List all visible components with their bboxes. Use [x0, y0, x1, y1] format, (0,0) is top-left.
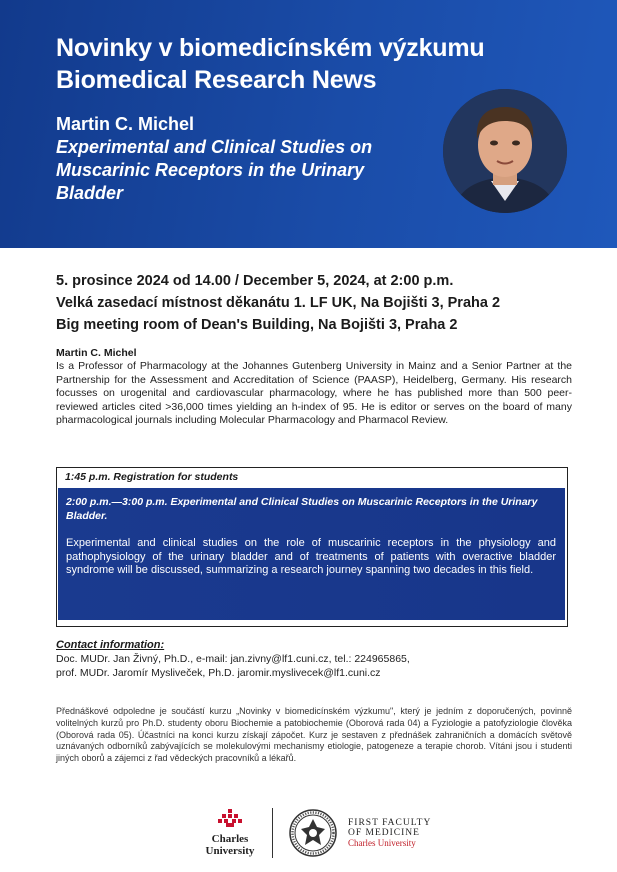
- faculty-line-1: FIRST FACULTY: [348, 818, 432, 828]
- faculty-line-3: Charles University: [348, 838, 416, 848]
- schedule-box: [56, 467, 568, 627]
- faculty-seal-icon: [289, 809, 337, 857]
- event-venue-en: Big meeting room of Dean's Building, Na Bojišti 3, Praha 2: [56, 317, 458, 333]
- talk-title: Experimental and Clinical Studies on Muscarinic Receptors in the Urinary Bladder: [56, 137, 373, 203]
- speaker-name: Martin C. Michel: [56, 114, 195, 134]
- series-title-cz: Novinky v biomedicínském výzkumu: [56, 34, 485, 62]
- contact-heading: Contact information:: [56, 639, 165, 651]
- cu-name-line-1: Charles: [211, 833, 249, 845]
- contact-line-2: prof. MUDr. Jaromír Mysliveček, Ph.D. jaromir.myslivecek@lf1.cuni.cz: [56, 666, 381, 679]
- header-banner: [0, 0, 617, 248]
- registration-time: 1:45 p.m. Registration for students: [65, 471, 239, 483]
- logo-divider: [272, 808, 273, 858]
- bio-text: Is a Professor of Pharmacology at the Johannes Gutenberg University in Mainz and a Senior Partner at the Partnership for the Assessment and Accreditation of Science (PAASP), Heidelberg, Germany. His research focusses on urogenital and cardiovascular pharmacology, where he has published more than 500 peer-reviewed articles cited >36,000 times yielding an h-index of 95. He is editor or serves on the board of many pharmacological journals including Molecular Pharmacology and Pharmacol Review.: [56, 360, 572, 426]
- event-details: [56, 270, 576, 336]
- faculty-line-2: OF MEDICINE: [348, 828, 420, 838]
- bio-name: Martin C. Michel: [56, 347, 137, 359]
- event-date: 5. prosince 2024 od 14.00 / December 5, 2024, at 2:00 p.m.: [56, 273, 454, 289]
- talk-slot-heading: 2:00 p.m.—3:00 p.m. Experimental and Clinical Studies on Muscarinic Receptors in the Urinary Bladder.: [66, 496, 538, 522]
- speaker-photo: [443, 89, 567, 213]
- talk-slot: [58, 488, 565, 620]
- logo-footer: [0, 800, 617, 865]
- talk-description: Experimental and clinical studies on the role of muscarinic receptors in the physiology and pathophysiology of the urinary bladder and of treatments of patients with overactive bladder syndrome will be discussed, summarizing a research journey spanning two decades in this field.: [66, 537, 556, 576]
- contact-line-1: Doc. MUDr. Jan Živný, Ph.D., e-mail: jan.zivny@lf1.cuni.cz, tel.: 224965865,: [56, 653, 410, 665]
- cu-name-line-2: University: [205, 845, 255, 857]
- faculty-name: [348, 818, 431, 848]
- course-info: Přednáškové odpoledne je součástí kurzu „Novinky v biomedicínském výzkumu", který je jedním z doporučených, povinně volitelných kurzů pro Ph.D. studenty oboru Biochemie a patobiochemie (Oborová rada 04) a Fyziologie a patofyziologie člověka (Oborová rada 05). Účastníci na konci kurzu získají zápočet. Kurz je sestaven z přednášek zahraničních a domácích světově uznávaných odborníků zabývajících se molekulovými mechanismy etiologie, patogeneze a terapie chorob. Vítáni jsou i studenti jiných oborů a zájemci z řad vědeckých pracovníků a lékařů.: [56, 706, 572, 764]
- charles-university-logo: [190, 808, 270, 857]
- contact-info: [56, 653, 410, 680]
- charles-university-emblem-icon: [215, 808, 245, 828]
- series-title: [56, 32, 576, 96]
- series-title-en: Biomedical Research News: [56, 66, 377, 94]
- event-venue-cz: Velká zasedací místnost děkanátu 1. LF UK, Na Bojišti 3, Praha 2: [56, 295, 501, 311]
